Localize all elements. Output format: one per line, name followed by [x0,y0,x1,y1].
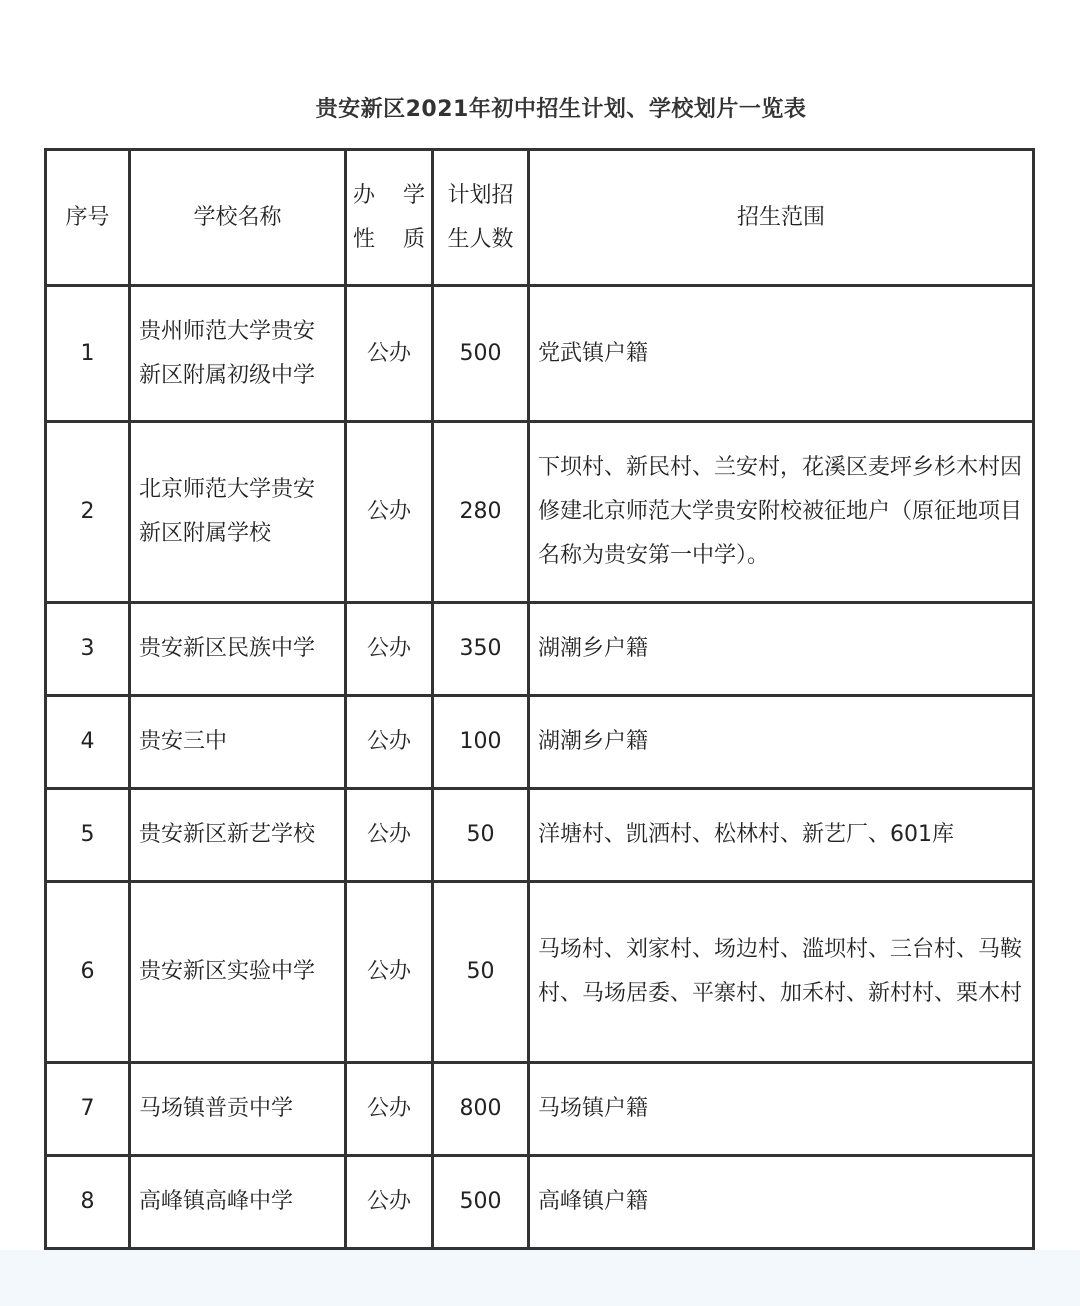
cell-quota: 500 [434,1157,527,1247]
cell-school: 贵州师范大学贵安新区附属初级中学 [131,287,344,420]
cell-school: 高峰镇高峰中学 [131,1157,344,1247]
cell-school: 贵安三中 [131,697,344,787]
cell-index: 8 [47,1157,128,1247]
header-nature: 办 学 性质 [347,151,431,284]
header-scope: 招生范围 [530,151,1032,284]
cell-index: 3 [47,604,128,694]
cell-scope: 洋塘村、凯洒村、松林村、新艺厂、601库 [530,790,1032,880]
cell-scope: 马场村、刘家村、场边村、滥坝村、三台村、马鞍村、马场居委、平寨村、加禾村、新村村、栗木村 [530,883,1032,1061]
header-index: 序号 [47,151,128,284]
cell-index: 6 [47,883,128,1061]
cell-school: 贵安新区实验中学 [131,883,344,1061]
cell-nature: 公办 [347,423,431,601]
cell-quota: 800 [434,1064,527,1154]
cell-quota: 50 [434,790,527,880]
header-quota: 计划招生人数 [434,151,527,284]
cell-nature: 公办 [347,1064,431,1154]
table-row [47,1157,1032,1247]
cell-index: 1 [47,287,128,420]
cell-quota: 50 [434,883,527,1061]
cell-index: 2 [47,423,128,601]
cell-scope: 湖潮乡户籍 [530,697,1032,787]
table-row [47,883,1032,1061]
cell-index: 4 [47,697,128,787]
cell-nature: 公办 [347,604,431,694]
table-row [47,287,1032,420]
cell-nature: 公办 [347,883,431,1061]
cell-scope: 高峰镇户籍 [530,1157,1032,1247]
cell-index: 7 [47,1064,128,1154]
table-header-row [47,151,1032,284]
cell-scope: 党武镇户籍 [530,287,1032,420]
cell-quota: 500 [434,287,527,420]
cell-school: 贵安新区民族中学 [131,604,344,694]
table-row [47,1064,1032,1154]
page-title: 贵安新区2021年初中招生计划、学校划片一览表 [315,97,807,122]
cell-scope: 湖潮乡户籍 [530,604,1032,694]
cell-nature: 公办 [347,287,431,420]
table-row [47,790,1032,880]
cell-quota: 280 [434,423,527,601]
table-row [47,423,1032,601]
cell-quota: 350 [434,604,527,694]
table-row [47,604,1032,694]
cell-school: 贵安新区新艺学校 [131,790,344,880]
cell-school: 北京师范大学贵安新区附属学校 [131,423,344,601]
cell-nature: 公办 [347,697,431,787]
cell-school: 马场镇普贡中学 [131,1064,344,1154]
cell-nature: 公办 [347,790,431,880]
cell-index: 5 [47,790,128,880]
bottom-band [0,1250,1080,1306]
table-row [47,697,1032,787]
cell-scope: 下坝村、新民村、兰安村，花溪区麦坪乡杉木村因修建北京师范大学贵安附校被征地户（原征地项目名称为贵安第一中学）。 [530,423,1032,601]
header-school: 学校名称 [131,151,344,284]
cell-scope: 马场镇户籍 [530,1064,1032,1154]
cell-nature: 公办 [347,1157,431,1247]
cell-quota: 100 [434,697,527,787]
enrollment-table [44,148,1035,1250]
